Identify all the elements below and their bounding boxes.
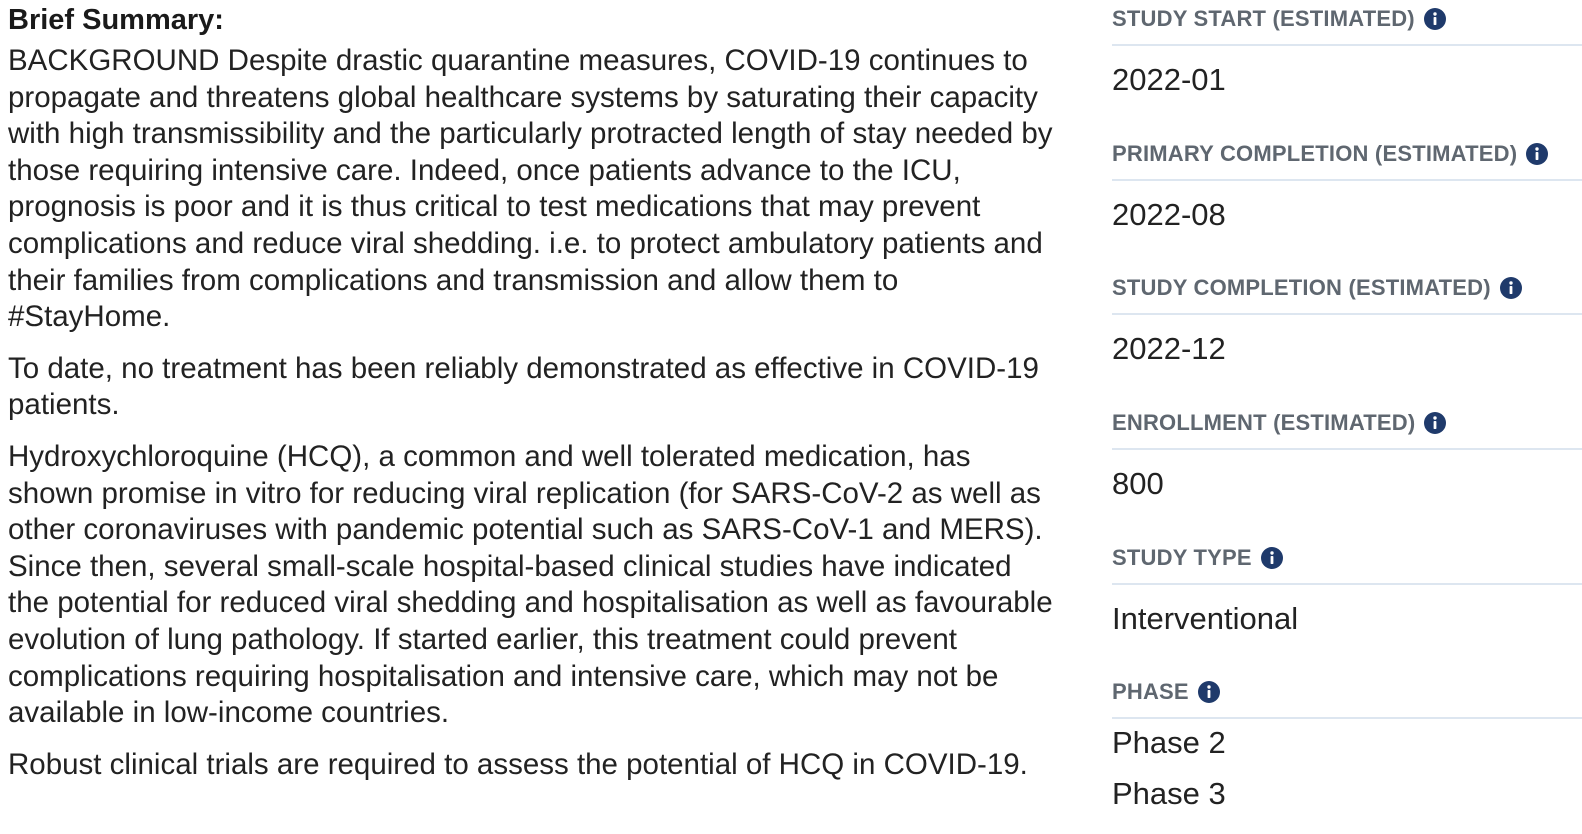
primary-completion-label: PRIMARY COMPLETION (ESTIMATED) — [1112, 140, 1518, 166]
enrollment-label: ENROLLMENT (ESTIMATED) — [1112, 410, 1416, 436]
primary-completion-field — [1112, 135, 1582, 270]
divider — [1112, 44, 1582, 46]
divider — [1112, 448, 1582, 450]
study-type-label-row — [1112, 545, 1283, 571]
study-details-sidebar — [1112, 0, 1582, 812]
phase-field — [1112, 673, 1582, 812]
study-start-value: 2022-01 — [1112, 62, 1226, 97]
primary-completion-label-row — [1112, 141, 1548, 167]
phase-value: Phase 2 — [1112, 725, 1226, 761]
study-completion-label: STUDY COMPLETION (ESTIMATED) — [1112, 275, 1491, 301]
phase-label-row — [1112, 679, 1220, 705]
divider — [1112, 313, 1582, 315]
info-icon[interactable] — [1424, 412, 1446, 434]
enrollment-value: 800 — [1112, 466, 1164, 502]
study-type-field — [1112, 539, 1582, 674]
brief-summary-section — [8, 2, 1060, 798]
study-start-label-row — [1112, 6, 1446, 32]
summary-paragraph: Robust clinical trials are required to assess the potential of HCQ in COVID-19. — [8, 747, 1028, 781]
divider — [1112, 179, 1582, 181]
summary-paragraph: To date, no treatment has been reliably demonstrated as effective in COVID-19 patients. — [8, 351, 1039, 422]
phase-values — [1112, 717, 1226, 819]
info-icon[interactable] — [1526, 143, 1548, 165]
phase-label: PHASE — [1112, 679, 1189, 705]
study-type-label: STUDY TYPE — [1112, 544, 1252, 570]
study-type-value: Interventional — [1112, 600, 1299, 636]
enrollment-label-row — [1112, 410, 1446, 436]
info-icon[interactable] — [1261, 547, 1283, 569]
study-completion-label-row — [1112, 275, 1522, 301]
info-icon[interactable] — [1424, 8, 1446, 30]
info-icon[interactable] — [1500, 277, 1522, 299]
study-start-field — [1112, 0, 1582, 135]
info-icon[interactable] — [1198, 681, 1220, 703]
summary-paragraph: BACKGROUND Despite drastic quarantine measures, COVID-19 continues to propagate and threatens global healthcare systems by saturating their capacity with high transmissibility and the particularly protracted length of stay needed by those requiring intensive care. Indeed, once patients advance to the ICU, prognosis is poor and it is thus critical to test medications that may prevent complications and reduce viral shedding. i.e. to protect ambulatory patients and their families from complications and transmission and allow them to #StayHome. — [8, 44, 1053, 334]
primary-completion-value: 2022-08 — [1112, 196, 1226, 232]
phase-value: Phase 3 — [1112, 776, 1226, 812]
study-completion-value: 2022-12 — [1112, 331, 1226, 367]
divider — [1112, 583, 1582, 585]
brief-summary-heading: Brief Summary: — [8, 4, 224, 36]
study-start-label: STUDY START (ESTIMATED) — [1112, 6, 1415, 31]
summary-paragraph: Hydroxychloroquine (HCQ), a common and well tolerated medication, has shown promise in vitro for reducing viral replication (for SARS-CoV-2 as well as other coronaviruses with pandemic potential such as SARS-CoV-1 and MERS). Since then, several small-scale hospital-based clinical studies have indicated the potential for reduced viral shedding and hospitalisation as well as favourable evolution of lung pathology. If started earlier, this treatment could prevent complications requiring hospitalisation and intensive care, which may not be available in low-income countries. — [8, 439, 1053, 730]
enrollment-field — [1112, 404, 1582, 539]
study-completion-field — [1112, 269, 1582, 404]
